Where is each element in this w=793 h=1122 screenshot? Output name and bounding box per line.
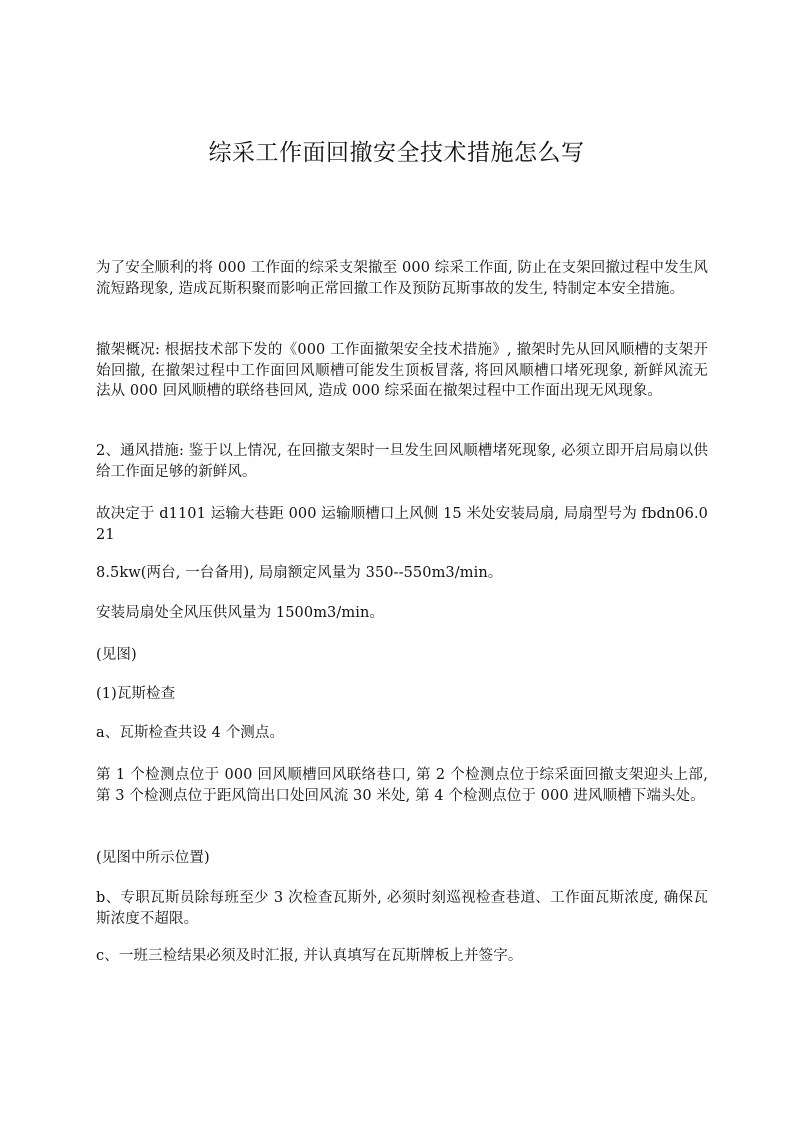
paragraph-report-results: c、一班三检结果必须及时汇报, 并认真填写在瓦斯牌板上并签字。	[96, 948, 523, 964]
section-heading-gas-inspection: (1)瓦斯检查	[96, 686, 176, 702]
paragraph-fan-spec: 8.5kw(两台, 一台备用), 局扇额定风量为 350--550m3/min。	[96, 565, 503, 581]
paragraph-fan-installation: 故决定于 d1101 运输大巷距 000 运输顺槽口上风侧 15 米处安装局扇, 局扇型号为 fbdn06.0 21	[96, 506, 708, 543]
paragraph-intro: 为了安全顺利的将 000 工作面的综采支架撤至 000 综采工作面, 防止在支架回撤过程中发生风流短路现象, 造成瓦斯积聚而影响正常回撤工作及预防瓦斯事故的发生, 特制定本安全措施。	[96, 260, 708, 297]
paragraph-ventilation-measures: 2、通风措施: 鉴于以上情况, 在回撤支架时一旦发生回风顺槽堵死现象, 必须立即开启局扇以供给工作面足够的新鲜风。	[96, 443, 708, 480]
paragraph-see-figure-positions: (见图中所示位置)	[96, 850, 210, 866]
paragraph-air-supply: 安装局扇处全风压供风量为 1500m3/min。	[96, 605, 384, 621]
paragraph-point-locations: 第 1 个检测点位于 000 回风顺槽回风联络巷口, 第 2 个检测点位于综采面回撤支架迎头上部, 第 3 个检测点位于距风筒出口处回风流 30 米处, 第 4 个检测点位于 000 进风顺槽下端头处。	[96, 767, 708, 804]
paragraph-measuring-points: a、瓦斯检查共设 4 个测点。	[96, 725, 285, 741]
paragraph-gas-inspector-duty: b、专职瓦斯员除每班至少 3 次检查瓦斯外, 必须时刻巡视检查巷道、工作面瓦斯浓度, 确保瓦斯浓度不超限。	[96, 890, 708, 927]
paragraph-overview: 撤架概况: 根据技术部下发的《000 工作面撤架安全技术措施》, 撤架时先从回风顺槽的支架开始回撤, 在撤架过程中工作面回风顺槽可能发生顶板冒落, 将回风顺槽口堵死现象, 新鲜风流无法从 000 回风顺槽的联络巷回风, 造成 000 综采面在撤架过程中工作面出现无风现象。	[96, 342, 708, 399]
paragraph-see-figure: (见图)	[96, 647, 137, 663]
document-title: 综采工作面回撤安全技术措施怎么写	[208, 140, 585, 166]
